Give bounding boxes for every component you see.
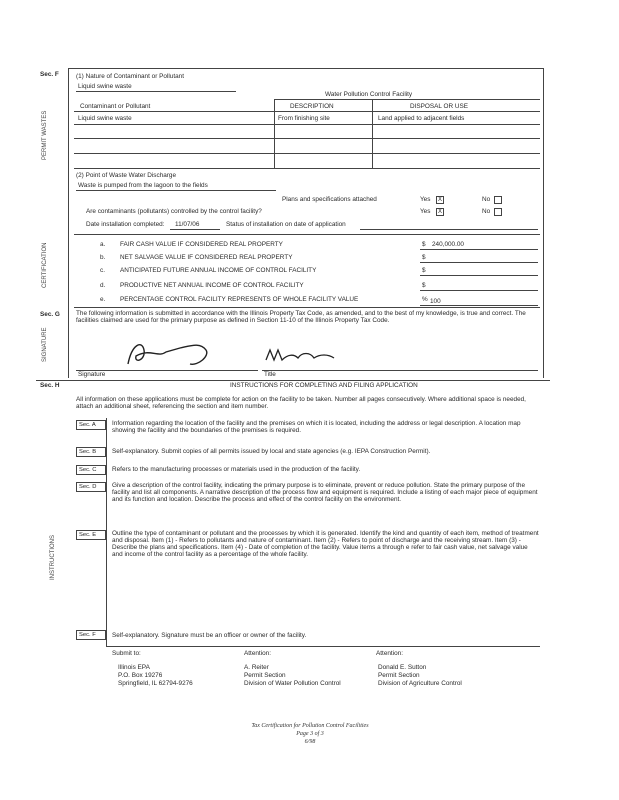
row1-contaminant: Liquid swine waste (78, 115, 132, 122)
item4-status-label: Status of installation on date of application (226, 221, 346, 228)
side-label-cert: CERTIFICATION (42, 242, 48, 288)
submit-to-label: Submit to: (112, 650, 141, 657)
sec-a-code: Sec. A (76, 420, 106, 430)
addr3-line3: Division of Agriculture Control (378, 680, 462, 687)
value-a-value: 240,000.00 (432, 241, 464, 248)
item3-no-label: No (482, 208, 491, 215)
sec-e-text: Outline the type of contaminant or pollutant and the processes by which it is generated. Identify the kind and quantity of each item, method of treatment and disposal. Item (1) - Refers to pollutants and nature of contaminant. Item (2) - Refers to point of discharge and the receiving stream. Item (3) - Describe the plans and specifications. Item (4) - Date of completion of the facility. Value items a through e refer to fair cash value, net salvage value and income of the control facility as a percentage of the whole facility. (112, 530, 539, 558)
value-a-currency: $ (422, 241, 426, 248)
item1-title: (1) Nature of Contaminant or Pollutant (76, 73, 184, 80)
table-row-line1 (74, 124, 540, 125)
sec-h-side-label: INSTRUCTIONS (50, 535, 56, 580)
item3-no-checkbox[interactable] (494, 208, 502, 216)
col-disposal: DISPOSAL OR USE (410, 103, 469, 110)
item4-status-line (360, 229, 538, 230)
addr3-line2: Permit Section (378, 672, 420, 679)
plans-no-checkbox[interactable] (494, 196, 502, 204)
value-c-line (420, 275, 538, 276)
value-c-label: ANTICIPATED FUTURE ANNUAL INCOME OF CONTROL FACILITY (120, 267, 317, 274)
item2-title: (2) Point of Waste Water Discharge (76, 172, 177, 179)
sec-h-top-line (36, 380, 550, 381)
frame-left (68, 68, 69, 378)
item1-value: Liquid swine waste (78, 83, 132, 90)
addr1-line1: Illinois EPA (118, 664, 150, 671)
value-letter-a: a. (100, 241, 106, 248)
footer-form-title: Tax Certification for Pollution Control Facilities (251, 723, 369, 729)
values-top-line (74, 234, 540, 235)
frame-right (543, 68, 544, 378)
value-d-currency: $ (422, 282, 426, 289)
item4-label: Date installation completed: (86, 221, 165, 228)
value-b-currency: $ (422, 254, 426, 261)
sec-a-text: Information regarding the location of the facility and the premises on which it is located, including the address or legal description. A location map showing the facility and the boundaries of the premises is required. (112, 420, 521, 434)
footer-page: Page 3 of 3 (296, 731, 324, 737)
cert-label: Sec. G (40, 311, 60, 318)
frame-top (68, 68, 543, 69)
col-description: DESCRIPTION (290, 103, 334, 110)
value-e-label: PERCENTAGE CONTROL FACILITY REPRESENTS OF WHOLE FACILITY VALUE (120, 296, 359, 303)
item2-value: Waste is pumped from the lagoon to the fields (78, 182, 208, 189)
title-line (262, 370, 538, 371)
value-a-line (420, 249, 538, 250)
addr2-line2: Permit Section (244, 672, 286, 679)
attention-label-2: Attention: (376, 650, 404, 657)
sec-e-code: Sec. E (76, 530, 106, 540)
addr2-line1: A. Reiter (244, 664, 269, 671)
value-letter-d: d. (100, 282, 106, 289)
sec-h-label: Sec. H (40, 382, 60, 389)
col-contaminant: Contaminant or Pollutant (80, 103, 151, 110)
water-pollution-header: Water Pollution Control Facility (325, 91, 413, 98)
title-mark (262, 346, 342, 366)
sec-d-code: Sec. D (76, 482, 106, 492)
sec-b-code: Sec. B (76, 447, 106, 457)
plans-no-label: No (482, 196, 491, 203)
table-row-line4 (74, 168, 540, 169)
value-letter-c: c. (100, 267, 105, 274)
value-e-percent: % (422, 296, 428, 303)
side-label-sign: SIGNATURE (42, 327, 48, 362)
cert-text: The following information is submitted in accordance with the Illinois Property Tax Code, as amended, and to the best of my knowledge, is true and correct. The facilities claimed are used for the primary purpose as defined in Section 11-10 of the Illinois Property Tax Code. (76, 310, 526, 324)
table-col-sep1 (274, 99, 275, 169)
row1-disposal: Land applied to adjacent fields (378, 115, 465, 122)
plans-label: Plans and specifications attached (282, 196, 377, 203)
side-label-waste: PERMIT WASTES (42, 110, 48, 160)
item1-line (76, 91, 236, 92)
item3-yes-checkbox[interactable]: X (437, 209, 442, 215)
value-e-value: 100 (430, 298, 441, 305)
address-top-line (106, 646, 540, 647)
sec-f-text: Self-explanatory. Signature must be an officer or owner of the facility. (112, 632, 307, 639)
addr3-line1: Donald E. Sutton (378, 664, 427, 671)
sec-b-text: Self-explanatory. Submit copies of all permits issued by local and state agencies (e.g. IEPA Construction Permit). (112, 448, 431, 455)
value-c-currency: $ (422, 267, 426, 274)
value-letter-e: e. (100, 296, 106, 303)
value-a-label: FAIR CASH VALUE IF CONSIDERED REAL PROPERTY (120, 241, 283, 248)
value-e-line (420, 305, 538, 306)
table-head-line (74, 111, 540, 112)
signature-stroke (128, 345, 207, 365)
value-b-line (420, 262, 538, 263)
sec-h-heading: INSTRUCTIONS FOR COMPLETING AND FILING APPLICATION (230, 382, 418, 389)
table-row-line3 (74, 153, 540, 154)
row1-description: From finishing site (278, 115, 330, 122)
sec-f-label: Sec. F (40, 71, 59, 78)
item3-label: Are contaminants (pollutants) controlled by the control facility? (86, 208, 262, 215)
instr-frame-left (106, 418, 107, 646)
table-row-line2 (74, 138, 540, 139)
plans-yes-checkbox[interactable]: X (437, 197, 442, 203)
table-top-line (274, 99, 540, 100)
value-d-label: PRODUCTIVE NET ANNUAL INCOME OF CONTROL FACILITY (120, 282, 304, 289)
value-b-label: NET SALVAGE VALUE IF CONSIDERED REAL PROPERTY (120, 254, 293, 261)
addr1-line2: P.O. Box 19276 (118, 672, 163, 679)
sec-h-intro: All information on these applications must be complete for action on the facility to be taken. Number all pages consecutively. Where additional space is needed, attach an additional sheet, referencing the section and item number. (76, 396, 526, 410)
plans-yes-label: Yes (420, 196, 431, 203)
title-stroke (266, 350, 334, 360)
sec-f-code: Sec. F (76, 630, 106, 640)
addr1-line3: Springfield, IL 62794-9276 (118, 680, 193, 687)
value-letter-b: b. (100, 254, 106, 261)
value-d-line (420, 290, 538, 291)
item4-value: 11/07/06 (175, 221, 200, 228)
table-col-sep2 (372, 99, 373, 169)
item4-line (170, 229, 220, 230)
item3-yes-label: Yes (420, 208, 431, 215)
sec-d-text: Give a description of the control facility, indicating the primary purpose is to eliminate, prevent or reduce pollution. State the primary purpose of the facility and list all components. A narrative description of the process flow and equipment is required. Include a listing of each major piece of equipment and its function and location. Describe the process and effect of the control facility on the environment. (112, 482, 538, 503)
title-label: Title (264, 371, 276, 378)
addr2-line3: Division of Water Pollution Control (244, 680, 341, 687)
attention-label: Attention: (244, 650, 272, 657)
signature-mark (120, 338, 230, 368)
sec-c-text: Refers to the manufacturing processes or materials used in the production of the facility. (112, 466, 361, 473)
values-bottom-line (74, 307, 540, 308)
item2-line (76, 190, 276, 191)
sec-c-code: Sec. C (76, 465, 106, 475)
signature-label: Signature (78, 371, 106, 378)
footer-date: 6/98 (304, 739, 316, 745)
